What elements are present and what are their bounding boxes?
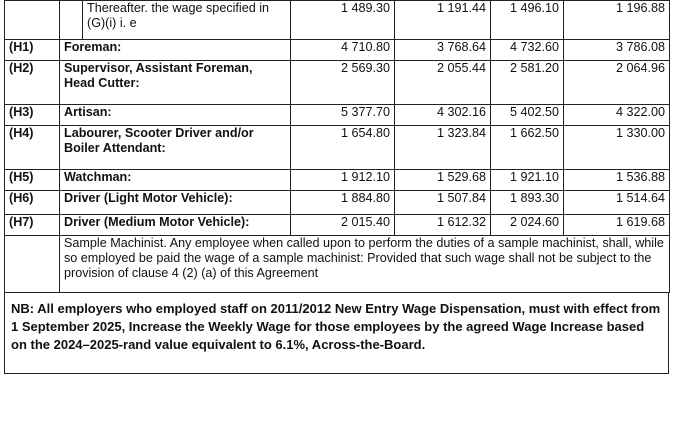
sample-machinist-note: Sample Machinist. Any employee when called upon to perform the duties of a sample machinist, shall, while so employed be paid the wage of a sample machinist: Provided that such wage shall not be subject to the provision of clause 4 (2) (a) of this Agreement — [60, 236, 670, 293]
wage-value: 1 654.80 — [291, 126, 395, 170]
wage-value: 1 507.84 — [395, 191, 491, 215]
row-description: Labourer, Scooter Driver and/or Boiler Attendant: — [60, 126, 291, 170]
wage-value: 2 055.44 — [395, 61, 491, 105]
row-description: Driver (Medium Motor Vehicle): — [60, 215, 291, 236]
wage-value: 1 330.00 — [564, 126, 670, 170]
row-code: (H2) — [5, 61, 60, 105]
table-row — [5, 170, 670, 191]
wage-value: 4 710.80 — [291, 40, 395, 61]
wage-table — [4, 0, 670, 293]
wage-value: 1 921.10 — [491, 170, 564, 191]
wage-value: 1 619.68 — [564, 215, 670, 236]
wage-value: 5 402.50 — [491, 105, 564, 126]
wage-value: 4 732.60 — [491, 40, 564, 61]
table-row — [5, 215, 670, 236]
table-row — [5, 40, 670, 61]
wage-value: 3 786.08 — [564, 40, 670, 61]
table-row — [5, 61, 670, 105]
empty-cell — [5, 236, 60, 293]
row-description: Supervisor, Assistant Foreman, Head Cutter: — [60, 61, 291, 105]
wage-value: 2 064.96 — [564, 61, 670, 105]
wage-value: 2 569.30 — [291, 61, 395, 105]
wage-value: 1 912.10 — [291, 170, 395, 191]
wage-value: 1 496.10 — [491, 1, 564, 40]
nb-notice: NB: All employers who employed staff on 2011/2012 New Entry Wage Dispensation, must with effect from 1 September 2025, Increase the Weekly Wage for those employees by the agreed Wage Increase based on the 2024–2025-rand value equivalent to 6.1%, Across-the-Board. — [4, 293, 669, 374]
wage-schedule-document — [4, 0, 669, 374]
wage-value: 4 302.16 — [395, 105, 491, 126]
table-row — [5, 1, 670, 40]
row-description: Watchman: — [60, 170, 291, 191]
empty-cell — [5, 1, 60, 40]
row-code: (H5) — [5, 170, 60, 191]
wage-value: 1 662.50 — [491, 126, 564, 170]
table-row — [5, 191, 670, 215]
row-description: Thereafter. the wage specified in (G)(i) i. e — [83, 1, 291, 40]
wage-value: 3 768.64 — [395, 40, 491, 61]
row-code: (H7) — [5, 215, 60, 236]
table-row — [5, 126, 670, 170]
table-row — [5, 105, 670, 126]
wage-value: 1 884.80 — [291, 191, 395, 215]
row-code: (H6) — [5, 191, 60, 215]
table-row — [5, 236, 670, 293]
wage-value: 2 015.40 — [291, 215, 395, 236]
wage-value: 1 191.44 — [395, 1, 491, 40]
row-description: Foreman: — [60, 40, 291, 61]
wage-value: 1 536.88 — [564, 170, 670, 191]
wage-value: 1 323.84 — [395, 126, 491, 170]
row-code: (H3) — [5, 105, 60, 126]
wage-value: 2 581.20 — [491, 61, 564, 105]
wage-value: 1 514.64 — [564, 191, 670, 215]
wage-value: 1 196.88 — [564, 1, 670, 40]
wage-value: 1 893.30 — [491, 191, 564, 215]
wage-value: 4 322.00 — [564, 105, 670, 126]
row-code: (H4) — [5, 126, 60, 170]
row-description: Driver (Light Motor Vehicle): — [60, 191, 291, 215]
row-code: (H1) — [5, 40, 60, 61]
wage-value: 2 024.60 — [491, 215, 564, 236]
empty-cell — [60, 1, 83, 40]
row-description: Artisan: — [60, 105, 291, 126]
wage-value: 1 529.68 — [395, 170, 491, 191]
wage-value: 1 489.30 — [291, 1, 395, 40]
wage-value: 5 377.70 — [291, 105, 395, 126]
wage-value: 1 612.32 — [395, 215, 491, 236]
